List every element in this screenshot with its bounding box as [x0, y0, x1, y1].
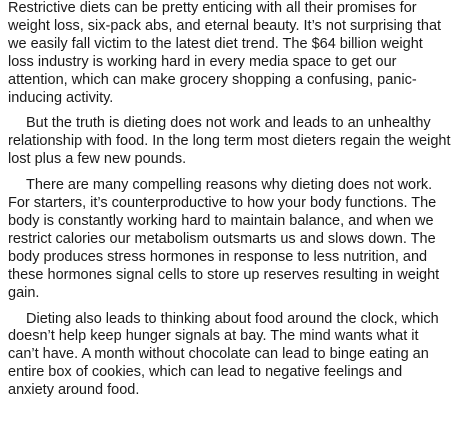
paragraph-2: But the truth is dieting does not work and leads to an unhealthy relationship with food. In the long term most dieters regain the weight lost plus a few new pounds.	[8, 115, 451, 168]
paragraph-1: Restrictive diets can be pretty enticing with all their promises for weight loss, six-pack abs, and eternal beauty. It’s not surprising that we easily fall victim to the latest diet trend. The $64 billion weight loss industry is working hard in every media space to get our attention, which can make grocery shopping a confusing, panic-inducing activity.	[8, 0, 442, 106]
paragraph-4: Dieting also leads to thinking about food around the clock, which doesn’t help keep hunger signals at bay. The mind wants what it can’t have. A month without chocolate can lead to binge eating an entire box of cookies, which can lead to negative feelings and anxiety around food.	[8, 310, 439, 399]
paragraph-3: There are many compelling reasons why dieting does not work. For starters, it’s counterproductive to how your body functions. The body is constantly working hard to maintain balance, and when we restrict calories our metabolism outsmarts us and slows down. The body produces stress hormones in response to less nutrition, and these hormones signal cells to store up reserves resulting in weight gain.	[8, 177, 440, 301]
article-body	[8, 0, 452, 408]
